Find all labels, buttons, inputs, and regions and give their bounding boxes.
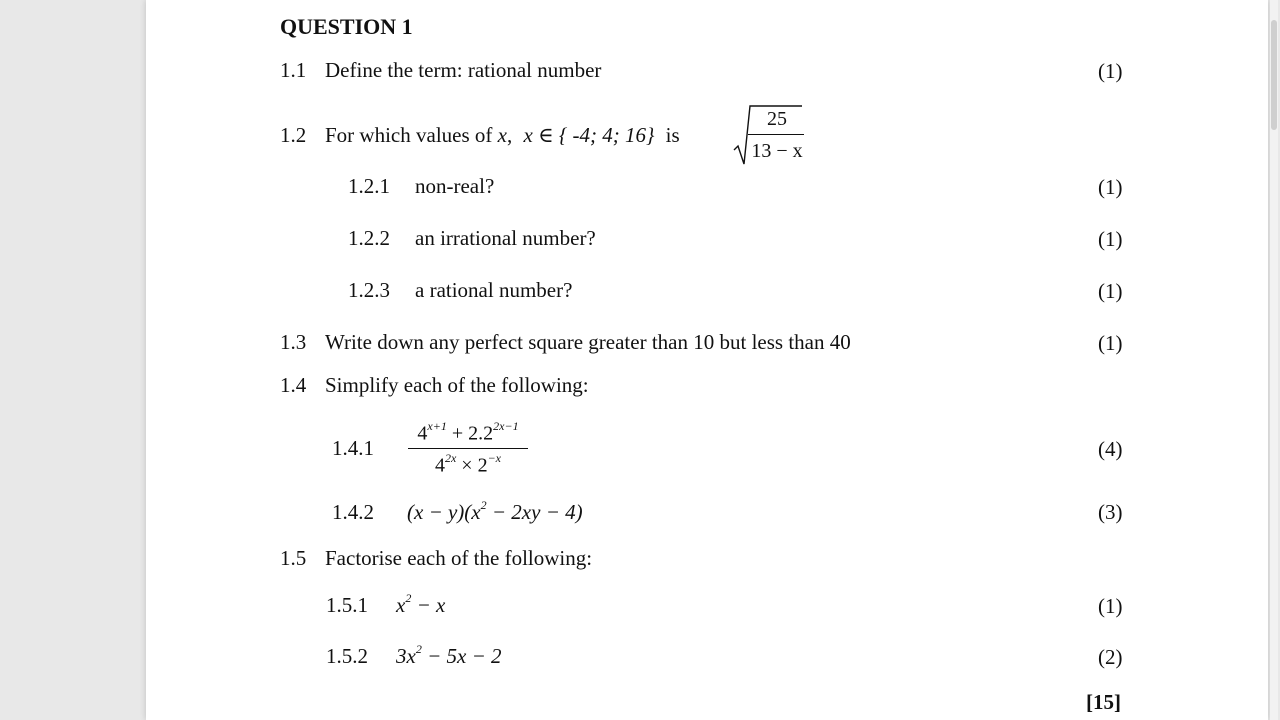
q1-2-1-text: non-real? <box>415 174 495 198</box>
q1-4-1-numer-exp1: x+1 <box>427 419 447 433</box>
q1-5-2-number: 1.5.2 <box>326 644 368 668</box>
q1-4-1-numer-exp2: 2x−1 <box>493 419 519 433</box>
question-title: QUESTION 1 <box>280 14 413 39</box>
q1-2-sep: , <box>506 123 513 147</box>
vertical-scrollbar[interactable] <box>1270 0 1278 720</box>
q1-5-2-marks: (2) <box>1098 645 1123 669</box>
q1-5-2-expr-b: − 5x − 2 <box>421 644 502 668</box>
q1-2-2-marks: (1) <box>1098 227 1123 251</box>
q1-4-2-number: 1.4.2 <box>332 500 374 524</box>
q1-5-1-expression <box>396 593 445 618</box>
q1-2-fraction-denominator: 13 − x <box>751 140 803 162</box>
q1-4-2-marks: (3) <box>1098 500 1123 524</box>
q1-4-1-denom-base1: 4 <box>434 454 445 477</box>
q1-2-2-text: an irrational number? <box>415 226 596 250</box>
q1-2-2-number: 1.2.2 <box>348 226 390 250</box>
q1-1-number: 1.1 <box>280 58 307 82</box>
q1-4-1-denom-exp2: −x <box>487 451 502 465</box>
q1-5-2-expression <box>396 644 502 669</box>
q1-4-2-expr-a: (x − y)(x <box>407 500 481 524</box>
q1-4-1-denom-mid: × 2 <box>456 454 488 477</box>
q1-2-3-number: 1.2.3 <box>348 278 390 302</box>
q1-1-marks: (1) <box>1098 59 1123 83</box>
q1-5-1-marks: (1) <box>1098 594 1123 618</box>
q1-4-1-numer-base1: 4 <box>417 422 428 445</box>
total-marks: [15] <box>1086 690 1121 714</box>
q1-2-text <box>325 123 680 148</box>
q1-5-2-expr-exp: 2 <box>415 642 422 656</box>
q1-4-2-expr-exp: 2 <box>480 498 487 512</box>
q1-5-1-expr-exp: 2 <box>405 591 412 605</box>
q1-2-3-marks: (1) <box>1098 279 1123 303</box>
q1-3-number: 1.3 <box>280 330 307 354</box>
q1-4-2-expr-b: − 2xy − 4) <box>486 500 583 524</box>
q1-4-1-marks: (4) <box>1098 437 1123 461</box>
q1-4-1-numer-mid: + 2.2 <box>446 422 494 445</box>
scrollbar-thumb[interactable] <box>1271 20 1277 130</box>
q1-2-text-a: For which values of <box>325 123 493 147</box>
q1-2-is: is <box>665 123 680 147</box>
q1-5-1-expr-b: − x <box>411 593 446 617</box>
q1-4-1-denominator <box>408 453 528 478</box>
q1-1-text: Define the term: rational number <box>325 58 602 82</box>
q1-2-var-x: x <box>497 123 507 147</box>
q1-2-fraction-bar <box>748 134 804 135</box>
q1-3-text: Write down any perfect square greater than 10 but less than 40 <box>325 330 851 354</box>
q1-5-text: Factorise each of the following: <box>325 546 593 570</box>
q1-4-1-fraction-bar <box>408 448 528 449</box>
q1-2-fraction-numerator: 25 <box>767 108 787 130</box>
q1-4-text: Simplify each of the following: <box>325 373 589 397</box>
q1-5-1-expr-a: x <box>396 593 406 617</box>
q1-5-2-expr-a: 3x <box>396 644 416 668</box>
q1-2-1-marks: (1) <box>1098 175 1123 199</box>
document-page <box>146 0 1268 720</box>
q1-4-1-number: 1.4.1 <box>332 436 374 460</box>
q1-2-1-number: 1.2.1 <box>348 174 390 198</box>
q1-4-2-expression <box>407 500 583 525</box>
q1-2-number: 1.2 <box>280 123 307 147</box>
q1-5-1-number: 1.5.1 <box>326 593 368 617</box>
q1-4-1-denom-exp1: 2x <box>444 451 457 465</box>
q1-2-set-expression: x ∈ { -4; 4; 16} <box>523 123 655 147</box>
q1-5-number: 1.5 <box>280 546 307 570</box>
q1-4-1-numerator <box>408 421 528 446</box>
q1-2-3-text: a rational number? <box>415 278 573 302</box>
q1-3-marks: (1) <box>1098 331 1123 355</box>
q1-4-number: 1.4 <box>280 373 307 397</box>
